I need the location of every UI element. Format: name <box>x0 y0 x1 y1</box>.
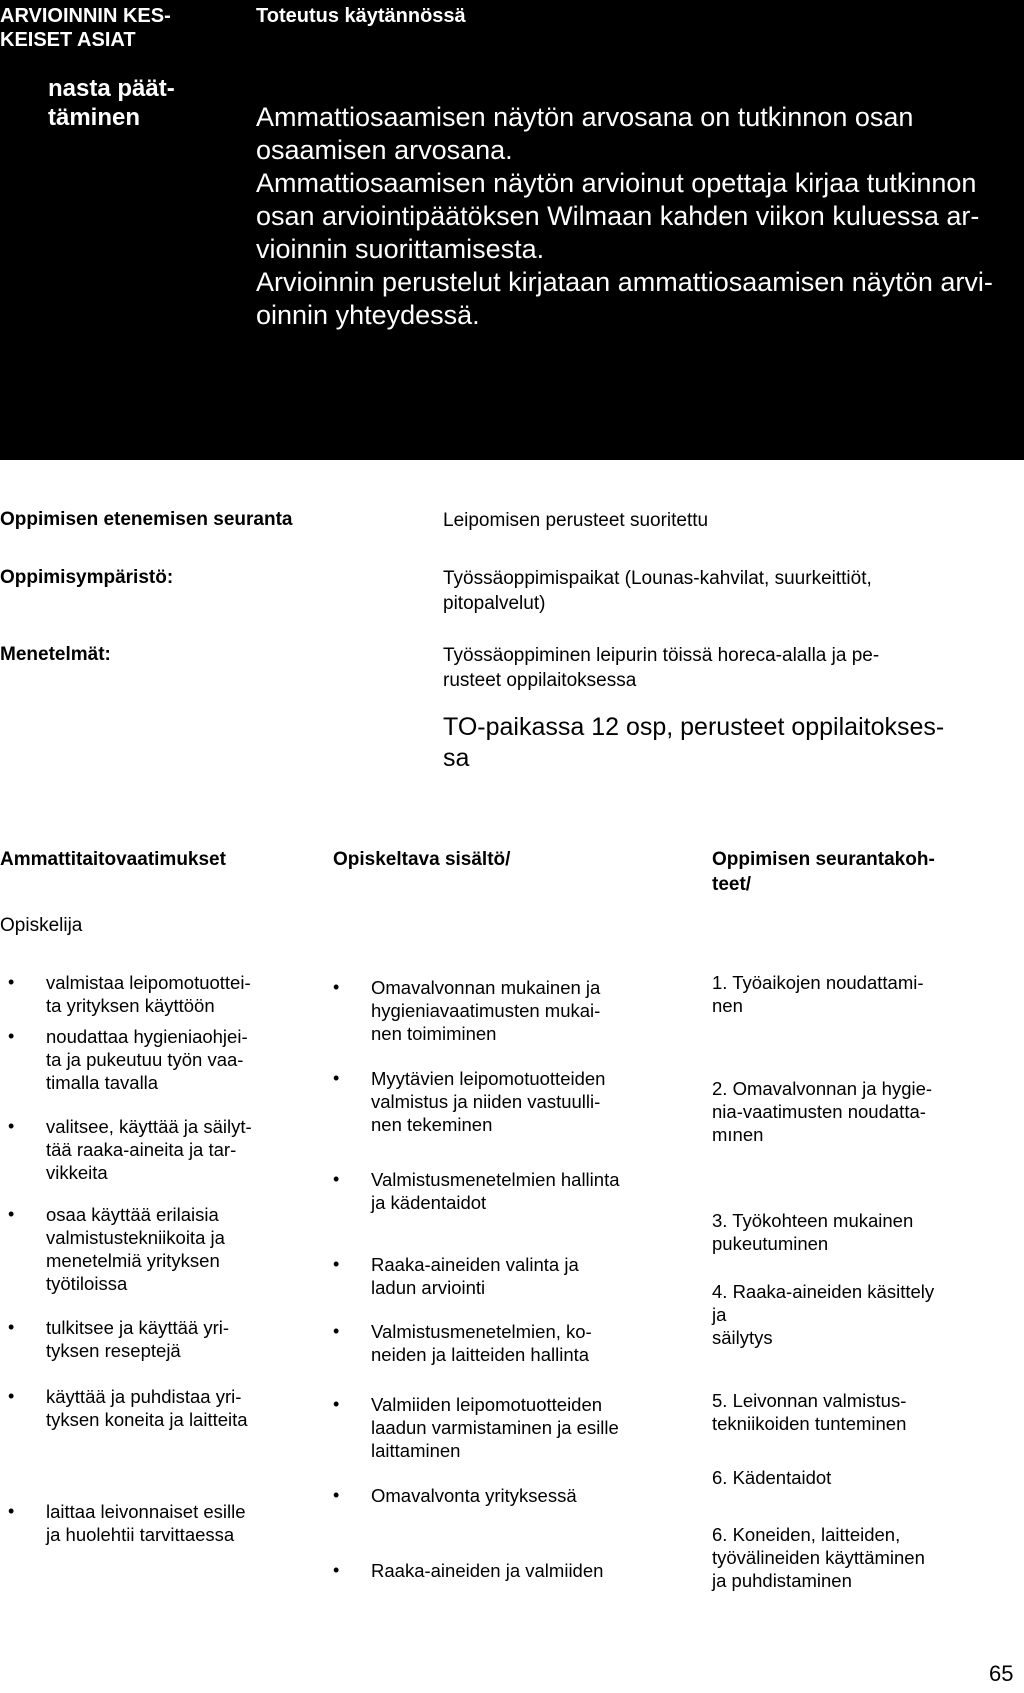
progress-value: Leipomisen perusteet suoritettu <box>443 510 709 531</box>
list-item: • valitsee, käyttää ja säilyt- tää raaka-aineita ja tar- vikkeita <box>8 1116 252 1183</box>
list-item: • laittaa leivonnaiset esille ja huolehtii tarvittaessa <box>8 1501 246 1545</box>
list-item: • Raaka-aineiden valinta ja ladun arviointi <box>333 1254 579 1298</box>
bullet-icon: • <box>333 1560 340 1580</box>
row-label: nasta päät- täminen <box>48 75 175 131</box>
list-item: • Valmiiden leipomotuotteiden laadun varmistaminen ja esille laittaminen <box>333 1394 619 1461</box>
list-item: 5. Leivonnan valmistus- tekniikoiden tunteminen <box>712 1390 907 1434</box>
progress-label: Oppimisen etenemisen seuranta <box>0 509 293 530</box>
list-item: • käyttää ja puhdistaa yri- tyksen koneita ja laitteita <box>8 1386 248 1430</box>
list-item: • Omavalvonnan mukainen ja hygieniavaatimusten mukai- nen toimiminen <box>333 977 601 1044</box>
bullet-icon: • <box>8 1116 15 1136</box>
bullet-icon: • <box>8 1026 15 1046</box>
bullet-icon: • <box>333 1485 340 1505</box>
list-item: 3. Työkohteen mukainen pukeutuminen <box>712 1210 914 1254</box>
implementation-column-title: Toteutus käytännössä <box>256 5 466 27</box>
list-item: • tulkitsee ja käyttää yri- tyksen reseptejä <box>8 1317 230 1361</box>
list-item: • Myytävien leipomotuotteiden valmistus ja niiden vastuulli- nen tekeminen <box>333 1068 606 1135</box>
list-item: • Raaka-aineiden ja valmiiden <box>333 1560 604 1581</box>
targets-column-header: Oppimisen seurantakoh- teet/ <box>712 849 935 895</box>
requirements-column-header: Ammattitaitovaatimukset <box>0 849 226 870</box>
contents-column-header: Opiskeltava sisältö/ <box>333 849 511 870</box>
page-number: 65 <box>989 1661 1014 1686</box>
methods-value: Työssäoppiminen leipurin töissä horeca-alalla ja pe- rusteet oppilaitoksessa <box>443 645 880 691</box>
list-item: 4. Raaka-aineiden käsittely ja säilytys <box>712 1281 935 1348</box>
list-item: 6. Koneiden, laitteiden, työvälineiden käyttäminen ja puhdistaminen <box>712 1524 925 1591</box>
bullet-icon: • <box>8 972 15 992</box>
list-item: • valmistaa leipomotuottei- ta yrityksen käyttöön <box>8 972 251 1016</box>
methods-label: Menetelmät: <box>0 644 111 665</box>
environment-label: Oppimisympäristö: <box>0 567 174 588</box>
bullet-icon: • <box>333 1169 340 1189</box>
bullet-icon: • <box>8 1386 15 1406</box>
bullet-icon: • <box>333 1394 340 1414</box>
list-item: • osaa käyttää erilaisia valmistustekniikoita ja menetelmiä yrityksen työtiloissa <box>8 1204 225 1294</box>
bullet-icon: • <box>333 1321 340 1341</box>
list-item: 2. Omavalvonnan ja hygie- nia-vaatimusten noudatta- mınen <box>712 1078 933 1145</box>
bullet-icon: • <box>333 1254 340 1274</box>
list-item: • Omavalvonta yrityksessä <box>333 1485 577 1506</box>
subject-label: Opiskelija <box>0 915 83 936</box>
bullet-icon: • <box>333 1068 340 1088</box>
bullet-icon: • <box>8 1204 15 1224</box>
assessment-header-block <box>0 0 1024 460</box>
list-item: 1. Työaikojen noudattami- nen <box>712 972 924 1016</box>
bullet-icon: • <box>8 1501 15 1521</box>
list-item: 6. Kädentaidot <box>712 1467 832 1488</box>
row-text: Ammattiosaamisen näytön arvosana on tutkinnon osan osaamisen arvosana. Ammattiosaamisen näytön arvioinut opettaja kirjaa tutkinnon osan arviointipäätöksen Wilmaan kahden viikon kuluessa ar- vioinnin suorittamisesta. Arvioinnin perustelut kirjataan ammattiosaamisen näytön arvi- oinnin yhteydessä. <box>256 102 993 330</box>
methods-note: TO-paikassa 12 osp, perusteet oppilaitokses- sa <box>443 713 945 772</box>
bullet-icon: • <box>8 1317 15 1337</box>
list-item: • noudattaa hygieniaohjei- ta ja pukeutuu työn vaa- timalla tavalla <box>8 1026 248 1093</box>
assessment-column-title: ARVIOINNIN KES- KEISET ASIAT <box>0 5 171 51</box>
bullet-icon: • <box>333 977 340 997</box>
environment-value: Työssäoppimispaikat (Lounas-kahvilat, suurkeittiöt, pitopalvelut) <box>443 568 872 614</box>
list-item: • Valmistusmenetelmien hallinta ja kädentaidot <box>333 1169 620 1213</box>
list-item: • Valmistusmenetelmien, ko- neiden ja laitteiden hallinta <box>333 1321 592 1365</box>
